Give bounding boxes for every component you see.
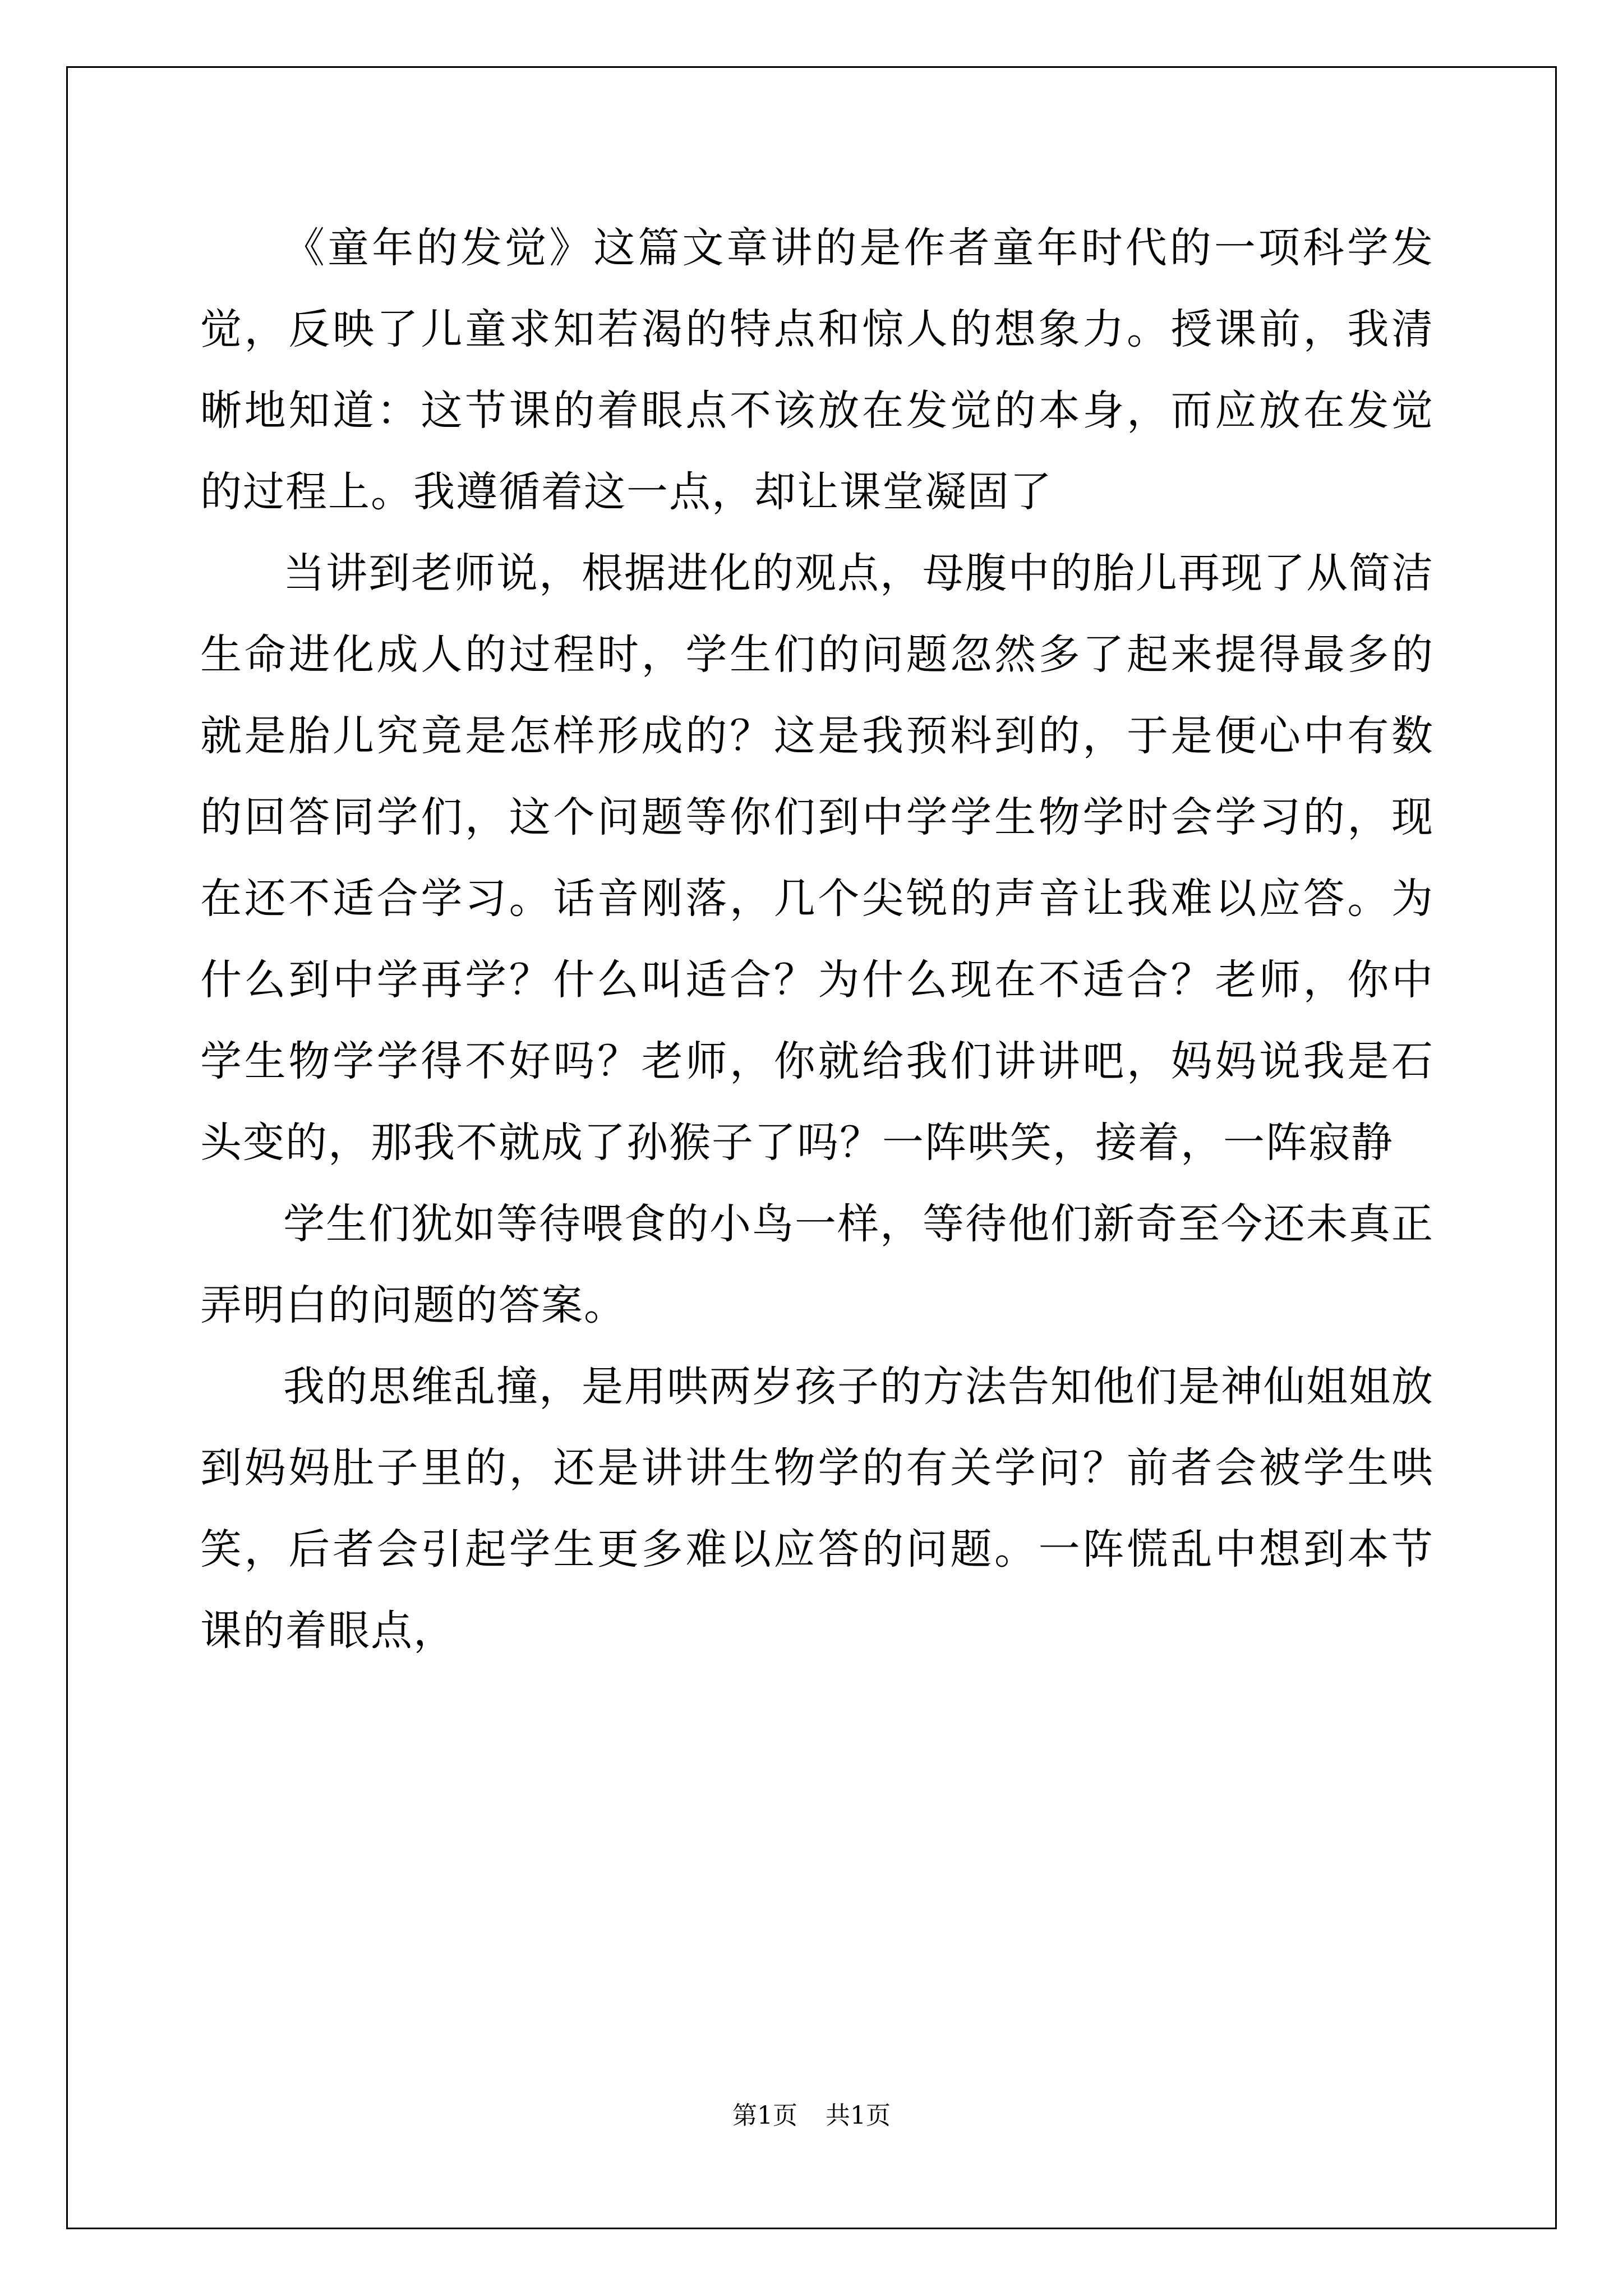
document-body <box>200 208 1434 1672</box>
page-footer <box>0 2099 1623 2133</box>
paragraph-2: 当讲到老师说，根据进化的观点，母腹中的胎儿再现了从简洁生命进化成人的过程时，学生们的问题忽然多了起来提得最多的就是胎儿究竟是怎样形成的？这是我预料到的，于是便心中有数的回答同学们，这个问题等你们到中学学生物学时会学习的，现在还不适合学习。话音刚落，几个尖锐的声音让我难以应答。为什么到中学再学？什么叫适合？为什么现在不适合？老师，你中学生物学学得不好吗？老师，你就给我们讲讲吧，妈妈说我是石头变的，那我不就成了孙猴子了吗？一阵哄笑，接着，一阵寂静 <box>200 549 1434 1167</box>
page-number-total: 共1页 <box>826 2101 891 2130</box>
page-number-current: 第1页 <box>732 2101 797 2130</box>
paragraph-4: 我的思维乱撞，是用哄两岁孩子的方法告知他们是神仙姐姐放到妈妈肚子里的，还是讲讲生物学的有关学问？前者会被学生哄笑，后者会引起学生更多难以应答的问题。一阵慌乱中想到本节课的着眼点， <box>200 1363 1434 1655</box>
paragraph-3: 学生们犹如等待喂食的小鸟一样，等待他们新奇至今还未真正弄明白的问题的答案。 <box>200 1200 1434 1329</box>
paragraph-1: 《童年的发觉》这篇文章讲的是作者童年时代的一项科学发觉，反映了儿童求知若渴的特点和惊人的想象力。授课前，我清晰地知道：这节课的着眼点不该放在发觉的本身，而应放在发觉的过程上。我遵循着这一点，却让课堂凝固了 <box>200 224 1434 516</box>
